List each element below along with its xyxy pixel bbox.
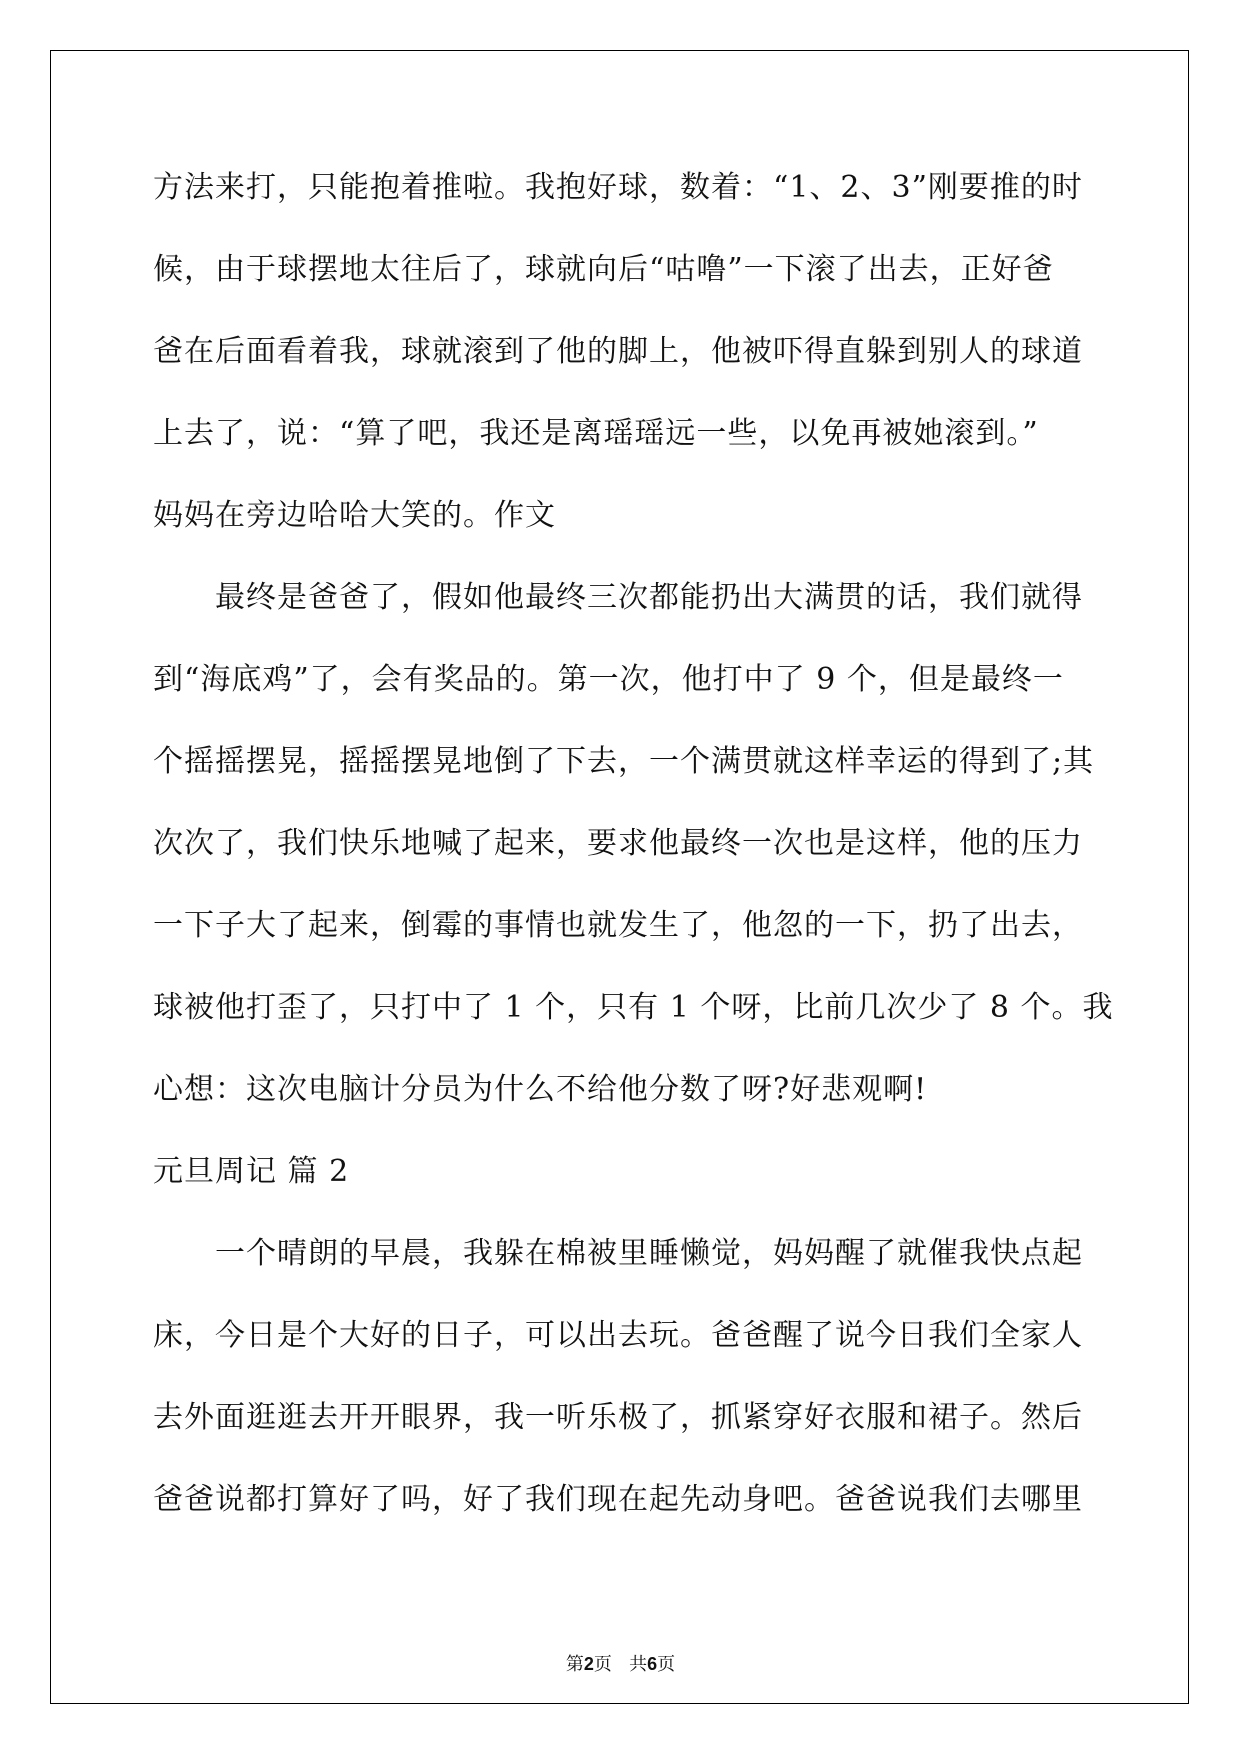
text-line: 一下子大了起来，倒霉的事情也就发生了，他忽的一下，扔了出去， <box>153 908 1083 943</box>
page-footer <box>0 1650 1241 1676</box>
total-prefix: 共 <box>629 1654 648 1675</box>
text-line: 方法来打，只能抱着推啦。我抱好球，数着：“1、2、3”刚要推的时 <box>153 170 1083 205</box>
total-suffix: 页 <box>657 1654 676 1675</box>
text-line: 个摇摇摆晃，摇摇摆晃地倒了下去，一个满贯就这样幸运的得到了;其 <box>153 744 1095 779</box>
text-line: 爸爸说都打算好了吗，好了我们现在起先动身吧。爸爸说我们去哪里 <box>153 1482 1083 1517</box>
document-body <box>153 166 1114 1560</box>
page-suffix: 页 <box>593 1654 612 1675</box>
page-prefix: 第 <box>565 1654 584 1675</box>
text-line: 到“海底鸡”了，会有奖品的。第一次，他打中了 9 个，但是最终一 <box>153 662 1064 697</box>
text-line: 上去了，说：“算了吧，我还是离瑶瑶远一些，以免再被她滚到。” <box>153 416 1039 451</box>
text-line: 心想：这次电脑计分员为什么不给他分数了呀?好悲观啊! <box>153 1072 928 1107</box>
text-line: 球被他打歪了，只打中了 1 个，只有 1 个呀，比前几次少了 8 个。我 <box>153 990 1114 1025</box>
text-line: 次次了，我们快乐地喊了起来，要求他最终一次也是这样，他的压力 <box>153 826 1083 861</box>
section-heading: 元旦周记 篇 2 <box>153 1154 350 1189</box>
text-line: 去外面逛逛去开开眼界，我一听乐极了，抓紧穿好衣服和裙子。然后 <box>153 1400 1083 1435</box>
text-line: 床，今日是个大好的日子，可以出去玩。爸爸醒了说今日我们全家人 <box>153 1318 1083 1353</box>
paragraph-start-line: 一个晴朗的早晨，我躲在棉被里睡懒觉，妈妈醒了就催我快点起 <box>215 1236 1083 1271</box>
text-line: 妈妈在旁边哈哈大笑的。作文 <box>153 498 556 533</box>
page-number: 2 <box>583 1654 594 1674</box>
text-line: 爸在后面看着我，球就滚到了他的脚上，他被吓得直躲到别人的球道 <box>153 334 1083 369</box>
paragraph-start-line: 最终是爸爸了，假如他最终三次都能扔出大满贯的话，我们就得 <box>215 580 1083 615</box>
text-line: 候，由于球摆地太往后了，球就向后“咕噜”一下滚了出去，正好爸 <box>153 252 1054 287</box>
total-pages: 6 <box>647 1654 658 1674</box>
